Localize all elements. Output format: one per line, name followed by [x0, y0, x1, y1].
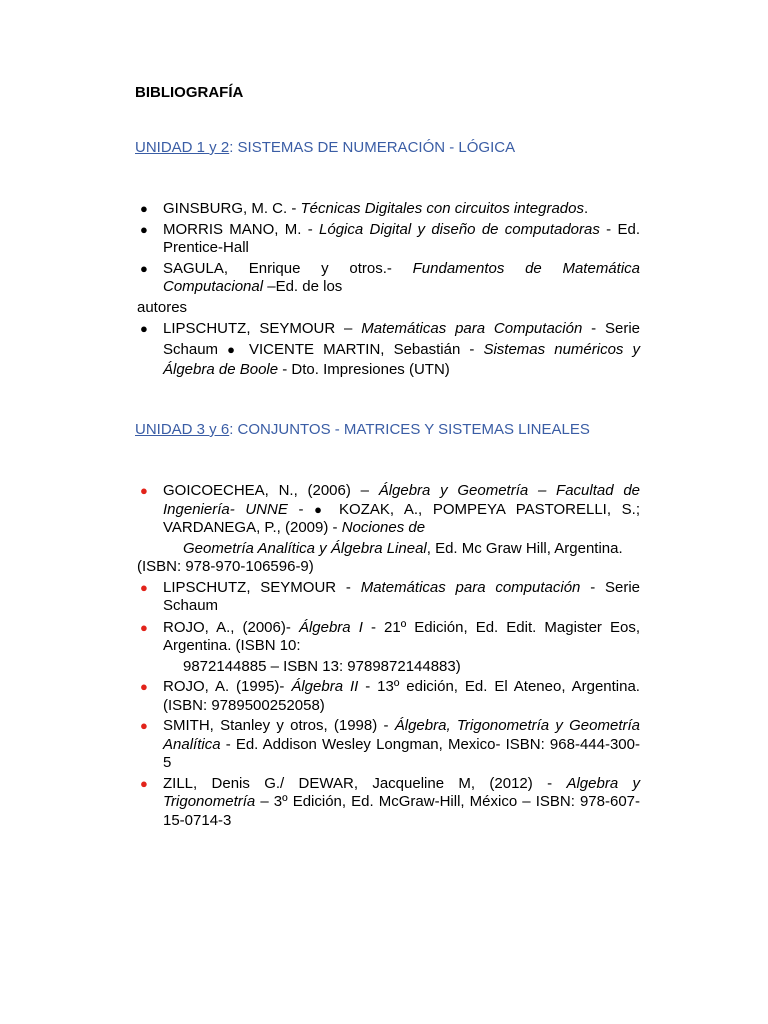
list-item: ● LIPSCHUTZ, SEYMOUR - Matemáticas para computación - Serie Schaum	[140, 578, 640, 614]
bullet-icon: ●	[140, 483, 148, 498]
section-heading-text: : CONJUNTOS - MATRICES Y SISTEMAS LINEALES	[229, 421, 590, 438]
bullet-icon: ●	[140, 619, 148, 635]
list-item: ● ZILL, Denis G./ DEWAR, Jacqueline M, (2012) - Algebra y Trigonometría – 3º Edición, Ed. McGraw-Hill, México – ISBN: 978-607-15-0714-3	[140, 774, 640, 829]
bibliography-list-2	[135, 482, 640, 830]
bullet-icon: ●	[140, 221, 148, 237]
bullet-icon: ●	[140, 260, 148, 276]
bullet-icon: ●	[314, 501, 329, 517]
bullet-icon: ●	[227, 341, 240, 357]
list-item: ● SMITH, Stanley y otros, (1998) - Álgebra, Trigonometría y Geometría Analítica - Ed. Addison Wesley Longman, Mexico- ISBN: 968-444-300-5	[140, 717, 640, 771]
list-item: ● GOICOECHEA, N., (2006) – Álgebra y Geometría – Facultad de Ingeniería- UNNE - ● KOZAK, A., POMPEYA PASTORELLI, S.; VARDANEGA, P., (2009) - Nociones de Geometría Analítica y Álgebra Lineal, Ed. Mc Graw Hill, Argentina. (ISBN: 978-970-106596-9)	[137, 482, 641, 575]
bullet-icon: ●	[140, 321, 148, 336]
bullet-icon: ●	[140, 579, 148, 595]
section-link-unidad-1-2[interactable]: UNIDAD 1 y 2	[135, 139, 230, 156]
section-heading-text: : SISTEMAS DE NUMERACIÓN - LÓGICA	[229, 139, 516, 156]
bullet-icon: ●	[140, 679, 148, 694]
section-heading-unidad-1-2	[135, 139, 515, 156]
bibliography-list-1	[135, 200, 640, 381]
section-link-unidad-3-6[interactable]: UNIDAD 3 y 6	[135, 421, 230, 438]
list-item: ● ROJO, A. (1995)- Álgebra II - 13º edición, Ed. El Ateneo, Argentina. (ISBN: 9789500252058)	[140, 678, 640, 714]
bullet-icon: ●	[140, 201, 148, 216]
list-item: ● MORRIS MANO, M. - Lógica Digital y diseño de computadoras - Ed. Prentice-Hall	[140, 220, 640, 256]
section-heading-unidad-3-6	[135, 421, 590, 438]
list-item: ● GINSBURG, M. C. - Técnicas Digitales con circuitos integrados.	[140, 200, 589, 217]
list-item: ● ROJO, A., (2006)- Álgebra I - 21º Edición, Ed. Edit. Magister Eos, Argentina. (ISBN 10: 9872144885 – ISBN 13: 9789872144883)	[140, 618, 640, 675]
bullet-icon: ●	[140, 718, 148, 733]
list-item: ● SAGULA, Enrique y otros.- Fundamentos de Matemática Computacional –Ed. de los autores	[137, 259, 640, 316]
page-title: BIBLIOGRAFÍA	[135, 84, 244, 101]
list-item: ● LIPSCHUTZ, SEYMOUR – Matemáticas para Computación - Serie Schaum ● VICENTE MARTIN, Sebastián - Sistemas numéricos y Álgebra de Boole - Dto. Impresiones (UTN)	[140, 320, 641, 378]
bullet-icon: ●	[140, 775, 148, 791]
